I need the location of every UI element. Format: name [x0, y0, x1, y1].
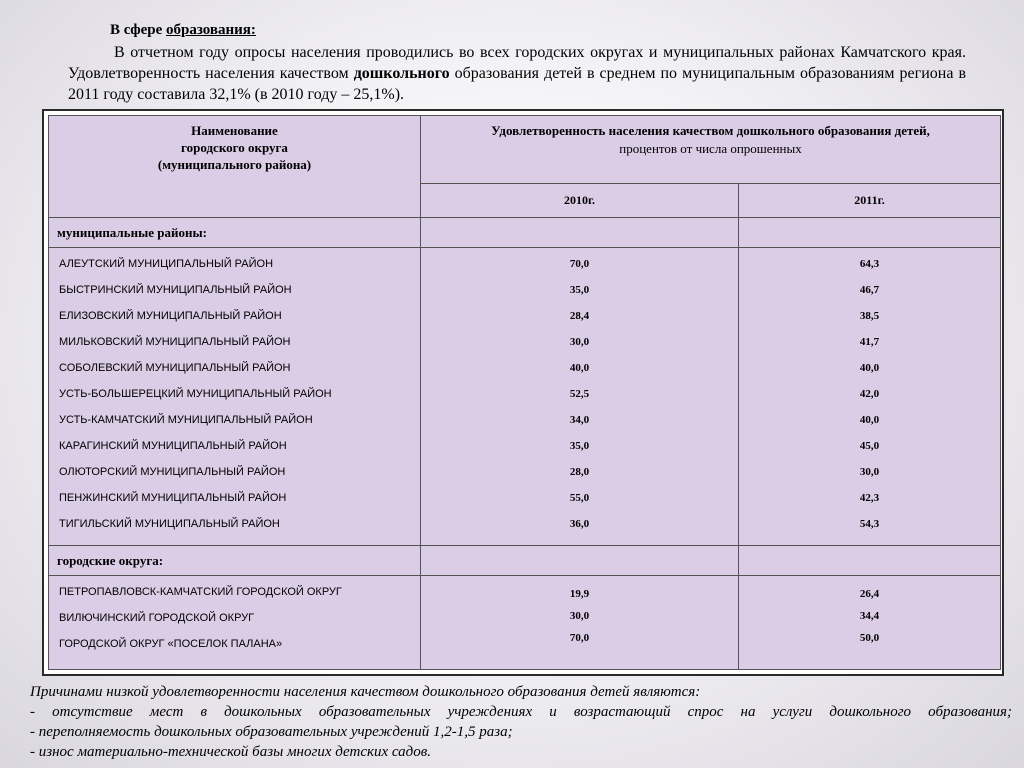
value-2010: 34,0: [569, 414, 590, 426]
footer-notes: [30, 682, 1012, 762]
table-frame: [42, 109, 1004, 676]
heading-underlined: образования:: [166, 22, 256, 38]
value-2010: 28,4: [569, 310, 590, 322]
value-2010: 55,0: [569, 492, 590, 504]
value-2010: 52,5: [569, 388, 590, 400]
value-2011: 45,0: [859, 440, 880, 452]
district-name: МИЛЬКОВСКИЙ МУНИЦИПАЛЬНЫЙ РАЙОН: [59, 336, 291, 348]
value-2011: 42,3: [859, 492, 880, 504]
value-2011: 54,3: [859, 518, 880, 530]
value-2011: 50,0: [859, 632, 880, 644]
intro-part2: образования детей в среднем по муниципальным образованиям региона в 2011 году составила 32,1% (в 2010 году – 25,1%).: [68, 65, 967, 103]
empty-cell: [739, 546, 1001, 576]
city-values-2010: [421, 576, 739, 670]
intro-bold: дошкольного: [353, 65, 450, 82]
district-name: КАРАГИНСКИЙ МУНИЦИПАЛЬНЫЙ РАЙОН: [59, 440, 287, 452]
city-name: ВИЛЮЧИНСКИЙ ГОРОДСКОЙ ОКРУГ: [59, 612, 255, 624]
district-values-2011: [739, 248, 1001, 546]
district-name: ПЕНЖИНСКИЙ МУНИЦИПАЛЬНЫЙ РАЙОН: [59, 492, 287, 504]
empty-cell: [739, 218, 1001, 248]
header-name-line: городского округа: [181, 140, 288, 155]
district-name: УСТЬ-БОЛЬШЕРЕЦКИЙ МУНИЦИПАЛЬНЫЙ РАЙОН: [59, 388, 332, 400]
value-2010: 35,0: [569, 440, 590, 452]
district-name: ОЛЮТОРСКИЙ МУНИЦИПАЛЬНЫЙ РАЙОН: [59, 466, 286, 478]
section-heading: [110, 22, 256, 39]
city-values-2011: [739, 576, 1001, 670]
intro-part1: В отчетном году опросы населения проводились во всех городских округах и муниципальных районах Камчатского края. Удовлетворенность населения качеством: [68, 44, 966, 82]
value-2010: 19,9: [569, 588, 590, 600]
value-2010: 28,0: [569, 466, 590, 478]
district-values-2010: [421, 248, 739, 546]
group-label-districts: муниципальные районы:: [49, 218, 421, 248]
value-2011: 34,4: [859, 610, 880, 622]
city-name: ПЕТРОПАВЛОВСК-КАМЧАТСКИЙ ГОРОДСКОЙ ОКРУГ: [59, 586, 342, 598]
district-name: БЫСТРИНСКИЙ МУНИЦИПАЛЬНЫЙ РАЙОН: [59, 284, 292, 296]
footer-item: - износ материально-технической базы многих детских садов.: [30, 744, 432, 760]
intro-paragraph: [68, 42, 966, 105]
value-2011: 46,7: [859, 284, 880, 296]
district-name: УСТЬ-КАМЧАТСКИЙ МУНИЦИПАЛЬНЫЙ РАЙОН: [59, 414, 313, 426]
value-2011: 30,0: [859, 466, 880, 478]
header-year-2011: 2011г.: [739, 184, 1001, 218]
value-2010: 35,0: [569, 284, 590, 296]
value-2010: 30,0: [569, 336, 590, 348]
header-name-line: (муниципального района): [157, 157, 312, 172]
header-name-line: Наименование: [191, 123, 278, 138]
satisfaction-table: [48, 115, 1001, 670]
footer-item: - отсутствие мест в дошкольных образовательных учреждениях и возрастающий спрос на услуги дошкольного образования;: [30, 704, 1012, 720]
empty-cell: [421, 546, 739, 576]
value-2011: 26,4: [859, 588, 880, 600]
header-year-2010: 2010г.: [421, 184, 739, 218]
value-2011: 40,0: [859, 414, 880, 426]
value-2010: 70,0: [569, 258, 590, 270]
district-name: СОБОЛЕВСКИЙ МУНИЦИПАЛЬНЫЙ РАЙОН: [59, 362, 291, 374]
value-2011: 42,0: [859, 388, 880, 400]
heading-prefix: В сфере: [110, 22, 167, 38]
value-2011: 38,5: [859, 310, 880, 322]
footer-lead: Причинами низкой удовлетворенности населения качеством дошкольного образования детей являются:: [30, 684, 701, 700]
header-satisfaction-subtitle: процентов от числа опрошенных: [619, 141, 802, 156]
district-name: ТИГИЛЬСКИЙ МУНИЦИПАЛЬНЫЙ РАЙОН: [59, 518, 280, 530]
district-name: ЕЛИЗОВСКИЙ МУНИЦИПАЛЬНЫЙ РАЙОН: [59, 310, 282, 322]
empty-cell: [421, 218, 739, 248]
value-2010: 40,0: [569, 362, 590, 374]
city-name: ГОРОДСКОЙ ОКРУГ «ПОСЕЛОК ПАЛАНА»: [59, 638, 283, 650]
district-names: [49, 248, 421, 546]
city-names: [49, 576, 421, 670]
value-2011: 41,7: [859, 336, 880, 348]
header-name-cell: [49, 116, 421, 218]
value-2010: 70,0: [569, 632, 590, 644]
value-2010: 30,0: [569, 610, 590, 622]
district-name: АЛЕУТСКИЙ МУНИЦИПАЛЬНЫЙ РАЙОН: [59, 258, 274, 270]
footer-item: - переполняемость дошкольных образовательных учреждений 1,2-1,5 раза;: [30, 724, 513, 740]
value-2011: 40,0: [859, 362, 880, 374]
header-satisfaction-title: Удовлетворенность населения качеством дошкольного образования детей,: [491, 123, 930, 138]
header-satisfaction-cell: [421, 116, 1001, 184]
group-label-cities: городские округа:: [49, 546, 421, 576]
value-2011: 64,3: [859, 258, 880, 270]
value-2010: 36,0: [569, 518, 590, 530]
